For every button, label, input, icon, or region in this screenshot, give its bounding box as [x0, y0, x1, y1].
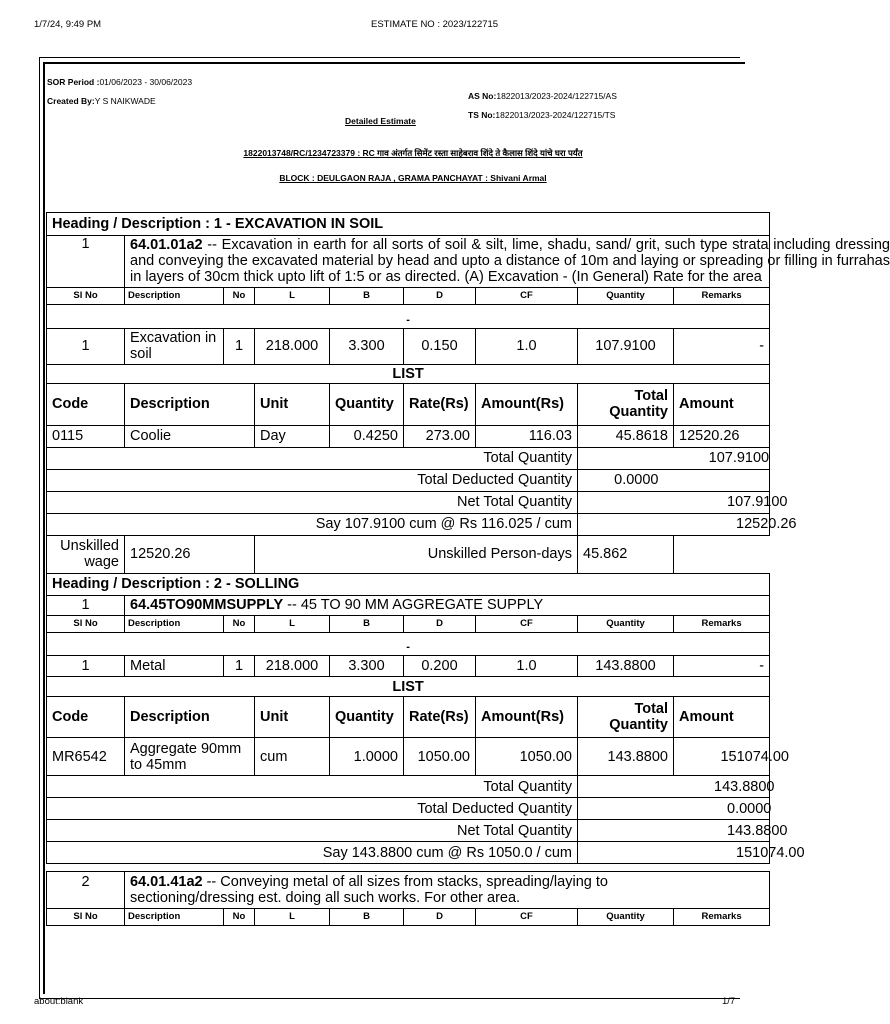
list-heading: LIST	[47, 364, 770, 383]
measurement-row: 1 Metal 1 218.000 3.300 0.200 1.0 143.8800 -	[47, 656, 770, 677]
net-total-row: Net Total Quantity 143.8800	[47, 820, 770, 842]
measurement-header: Sl No Description No L B D CF Quantity Remarks	[47, 909, 770, 926]
list-header: Code Description Unit Quantity Rate(Rs) Amount(Rs) Total Quantity Amount	[47, 697, 770, 738]
list-header: Code Description Unit Quantity Rate(Rs) Amount(Rs) Total Quantity Amount	[47, 383, 770, 425]
estimate-table: Heading / Description : 1 - EXCAVATION IN SOIL 1 64.01.01a2 -- Excavation in earth for all sorts of soil & silt, lime, shadu, sand/ grit, such type strata including dressing and conveying the excavated material by head and upto a distance of 10m and laying or spreading or filling in furrahas in layers of 30cm thick upto lift of 1:5 or as directed. (A) Excavation - (In General) Rate for the area Sl No Description No L B D CF Quantity Remarks - 1 Excavation in soil 1 218.000 3.300 0.150 1.0 107.9100 - LIST Code Description Unit Quantity Rate(Rs) Amount(Rs) Total Quantity Amount 0115 Coolie Day 0.4250 273.00 116.03 45.8618 12520.26 Total Quantity 107.9100 Total Deducted Quantity 0.0000 Net Total Quantity 107.9100 Say 107.9100 cum @ Rs 116.025 / cum 12520.26 Unskilled wage 12520.26 Unskilled Person-days 45.862 Heading / Description : 2 - SOLLING 1 64.45TO90MMSUPPLY -- 45 TO 90 MM AGGREGATE SUPPLY Sl No Description No L B D CF Quantity Remarks - 1 Metal 1 218.000 3.300 0.200 1.0 143.8800 - LIST Code Description Unit Quantity Rate(Rs) Amount(Rs) Total Quantity Amount MR6542 Aggregate 90mm to 45mm cum 1.0000 1050.00 1050.00 143.8800 151074.00 Total Quantity 143.8800 Total Deducted Quantity 0.0000 Net Total Quantity 143.8800 Say 143.8800 cum @ Rs 1050.0 / cum 151074.00 2 64.01.41a2 -- Conveying metal of all sizes from stacks, spreading/laying to sectioning/dressing est. doing all such works. For other area. Sl No Description No L B D CF Quantity Remarks	[46, 212, 770, 926]
list-heading: LIST	[47, 677, 770, 697]
measurement-row: 1 Excavation in soil 1 218.000 3.300 0.150 1.0 107.9100 -	[47, 328, 770, 364]
measurement-header: Sl No Description No L B D CF Quantity Remarks	[47, 288, 770, 305]
item-description: -- Conveying metal of all sizes from stacks, spreading/laying to	[202, 874, 608, 890]
total-quantity-row: Total Quantity 143.8800	[47, 776, 770, 798]
item-row: 2 64.01.41a2 -- Conveying metal of all sizes from stacks, spreading/laying to sectioning/dressing est. doing all such works. For other area.	[47, 872, 770, 909]
document-title: Detailed Estimate	[345, 116, 416, 126]
block-info: BLOCK : DEULGAON RAJA , GRAMA PANCHAYAT : Shivani Armal	[279, 173, 547, 183]
page-number: 1/7	[722, 996, 736, 1007]
item-description: -- Excavation in earth for all sorts of soil & silt, lime, shadu, sand/ grit, such type strata including dressing and conveying the excavated material by head and upto a distance of 10m and laying or spreading or filling in furrahas in layers of 30cm thick upto lift of 1:5 or as directed. (A) Excavation - (In General) Rate for the area	[130, 237, 890, 285]
item-code: 64.01.01a2	[130, 237, 203, 253]
item-code: 64.01.41a2	[130, 874, 203, 890]
sor-period: SOR Period :01/06/2023 - 30/06/2023	[47, 77, 193, 87]
total-quantity-row: Total Quantity 107.9100	[47, 447, 770, 469]
section-heading: Heading / Description : 1 - EXCAVATION IN SOIL	[47, 213, 770, 236]
item-row: 1 64.01.01a2 -- Excavation in earth for all sorts of soil & silt, lime, shadu, sand/ grit, such type strata including dressing and conveying the excavated material by head and upto a distance of 10m and laying or spreading or filling in furrahas in layers of 30cm thick upto lift of 1:5 or as directed. (A) Excavation - (In General) Rate for the area	[47, 236, 770, 288]
print-header-title: ESTIMATE NO : 2023/122715	[371, 19, 499, 30]
ts-number: TS No:1822013/2023-2024/122715/TS	[468, 110, 616, 120]
item-description: -- 45 TO 90 MM AGGREGATE SUPPLY	[283, 597, 544, 613]
net-total-row: Net Total Quantity 107.9100	[47, 491, 770, 513]
say-rate-row: Say 143.8800 cum @ Rs 1050.0 / cum 151074.00	[47, 842, 770, 864]
measurement-header: Sl No Description No L B D CF Quantity Remarks	[47, 615, 770, 632]
list-row: MR6542 Aggregate 90mm to 45mm cum 1.0000 1050.00 1050.00 143.8800 151074.00	[47, 738, 770, 776]
print-timestamp: 1/7/24, 9:49 PM	[34, 19, 102, 30]
estimate-content	[46, 212, 890, 982]
item-code: 64.45TO90MMSUPPLY	[130, 597, 284, 613]
list-row: 0115 Coolie Day 0.4250 273.00 116.03 45.8618 12520.26	[47, 425, 770, 447]
footer-url: about:blank	[34, 996, 84, 1007]
section-heading: Heading / Description : 2 - SOLLING	[47, 573, 770, 595]
created-by: Created By:Y S NAIKWADE	[47, 96, 156, 106]
total-deducted-row: Total Deducted Quantity 0.0000	[47, 798, 770, 820]
work-name: 1822013748/RC/1234723379 : RC गाव अंतर्गत सिमेंट रस्ता साहेबराव शिंदे ते कैलास शिंदे यांचे घरा पर्यंत	[243, 148, 583, 158]
item-description-cont: sectioning/dressing est. doing all such works. For other area.	[130, 890, 521, 906]
as-number: AS No:1822013/2023-2024/122715/AS	[468, 91, 617, 101]
total-deducted-row: Total Deducted Quantity 0.0000	[47, 469, 770, 491]
say-rate-row: Say 107.9100 cum @ Rs 116.025 / cum 12520.26	[47, 513, 770, 535]
item-row: 1 64.45TO90MMSUPPLY -- 45 TO 90 MM AGGREGATE SUPPLY	[47, 595, 770, 615]
unskilled-row: Unskilled wage 12520.26 Unskilled Person-days 45.862	[47, 535, 770, 573]
